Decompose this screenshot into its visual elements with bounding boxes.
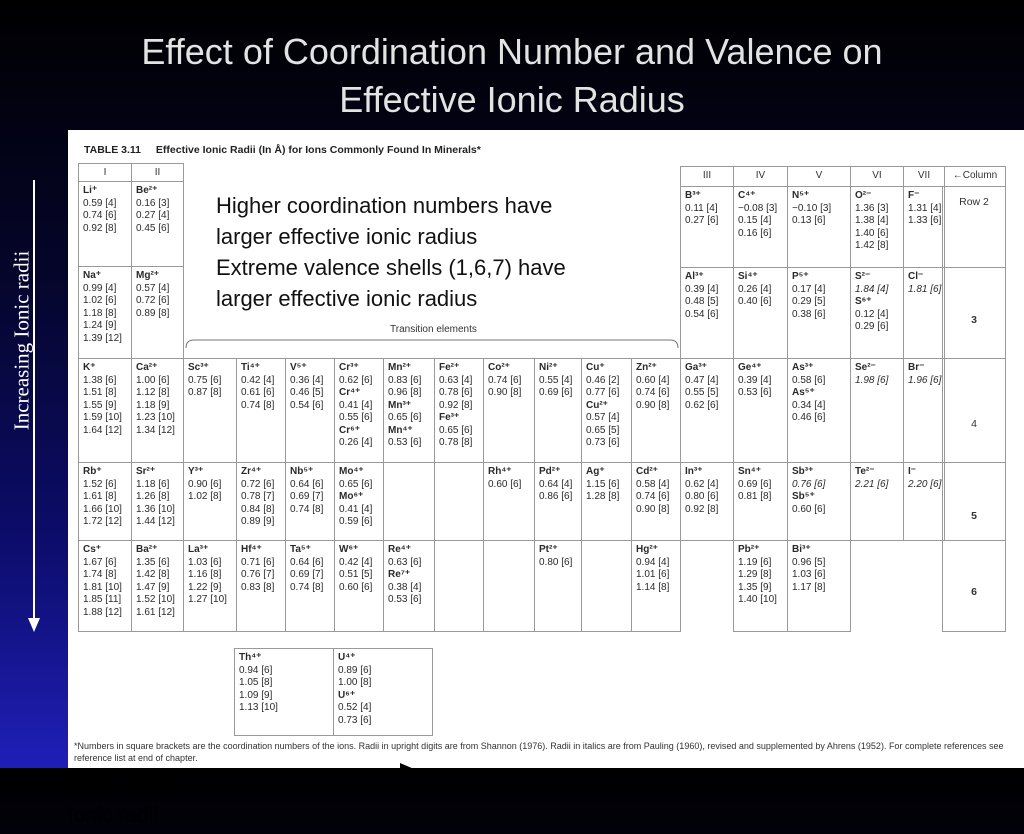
- table-number: TABLE 3.11: [84, 144, 141, 156]
- ion-cell-o: O²⁻ 1.36 [3] 1.38 [4] 1.40 [6] 1.42 [8]: [850, 186, 904, 268]
- row-label-cell-3: [942, 267, 1006, 359]
- empty-cell-au: [581, 540, 632, 632]
- column-header-7: VII: [903, 166, 945, 187]
- row-label-5: 5: [971, 510, 977, 522]
- ion-cell-sn: Sn⁴⁺ 0.69 [6] 0.81 [8]: [733, 462, 788, 541]
- ion-cell-ag: Ag⁺ 1.15 [6] 1.28 [8]: [581, 462, 632, 541]
- ion-cell-si: Si⁴⁺ 0.26 [4] 0.40 [6]: [733, 267, 788, 359]
- ion-cell-v: V⁵⁺ 0.36 [4] 0.46 [5] 0.54 [6]: [285, 358, 335, 463]
- ion-cell-al: Al³⁺ 0.39 [4] 0.48 [5] 0.54 [6]: [680, 267, 734, 359]
- table-footnote: *Numbers in square brackets are the coordination numbers of the ions. Radii in upright digits are from Shannon (1976). Radii in italics are from Pauling (1960), revised and supplemented by Ahrens (1952). For complete references see reference list at end of chapter.: [74, 741, 1004, 763]
- ion-cell-te: Te²⁻ 2.21 [6]: [850, 462, 904, 541]
- row-label-2: Row 2: [959, 196, 989, 208]
- decreasing-radii-label: [68, 772, 218, 834]
- row-label-4: 4: [971, 418, 977, 430]
- table-caption: [84, 144, 481, 156]
- slide-title-line-2: Effective Ionic Radius: [339, 79, 685, 120]
- ion-cell-u: U⁴⁺ 0.89 [6] 1.00 [8] U⁶⁺ 0.52 [4] 0.73 [6]: [333, 648, 433, 736]
- ion-cell-ta: Ta⁵⁺ 0.64 [6] 0.69 [7] 0.74 [8]: [285, 540, 335, 632]
- ion-cell-in: In³⁺ 0.62 [4] 0.80 [6] 0.92 [8]: [680, 462, 734, 541]
- transition-bracket-icon: [184, 336, 680, 350]
- ion-cell-sr: Sr²⁺ 1.18 [6] 1.26 [8] 1.36 [10] 1.44 [12]: [131, 462, 184, 541]
- decreasing-radii-label-line-2: Ionic radii: [68, 804, 158, 827]
- row-label-6: 6: [971, 586, 977, 598]
- empty-cell-os: [434, 540, 484, 632]
- column-header-4: IV: [733, 166, 788, 187]
- ion-cell-be: Be²⁺ 0.16 [3] 0.27 [4] 0.45 [6]: [131, 181, 184, 267]
- ion-cell-f: F⁻ 1.31 [4] 1.33 [6]: [903, 186, 945, 268]
- column-header-label: ←Column: [944, 166, 1006, 187]
- ion-cell-nb: Nb⁵⁺ 0.64 [6] 0.69 [7] 0.74 [8]: [285, 462, 335, 541]
- table-caption-text: Effective Ionic Radii (In Å) for Ions Commonly Found In Minerals*: [155, 144, 481, 156]
- column-header-3: III: [680, 166, 734, 187]
- ion-cell-th: Th⁴⁺ 0.94 [6] 1.05 [8] 1.09 [9] 1.13 [10]: [234, 648, 334, 736]
- increasing-radii-label-text: Increasing Ionic radii: [9, 250, 34, 431]
- ion-cell-c: C⁴⁺ −0.08 [3] 0.15 [4] 0.16 [6]: [733, 186, 788, 268]
- row-label-cell-4: [942, 358, 1006, 463]
- ion-cell-hg: Hg²⁺ 0.94 [4] 1.01 [6] 1.14 [8]: [631, 540, 681, 632]
- ion-cell-cu: Cu⁺ 0.46 [2] 0.77 [6] Cu²⁺ 0.57 [4] 0.65 [5] 0.73 [6]: [581, 358, 632, 463]
- decreasing-radii-label-line-1: Decreasing: [68, 775, 175, 798]
- down-arrow-icon: [26, 180, 42, 634]
- ion-cell-cr: Cr³⁺ 0.62 [6] Cr⁴⁺ 0.41 [4] 0.55 [6] Cr⁶⁺ 0.26 [4]: [334, 358, 384, 463]
- ion-cell-s: S²⁻ 1.84 [4] S⁶⁺ 0.12 [4] 0.29 [6]: [850, 267, 904, 359]
- table-panel: [68, 130, 1024, 827]
- ion-cell-sc: Sc³⁺ 0.75 [6] 0.87 [8]: [183, 358, 237, 463]
- ion-cell-ba: Ba²⁺ 1.35 [6] 1.42 [8] 1.47 [9] 1.52 [10] 1.61 [12]: [131, 540, 184, 632]
- ion-cell-mg: Mg²⁺ 0.57 [4] 0.72 [6] 0.89 [8]: [131, 266, 184, 359]
- ion-cell-li: Li⁺ 0.59 [4] 0.74 [6] 0.92 [8]: [78, 181, 132, 267]
- ion-cell-la: La³⁺ 1.03 [6] 1.16 [8] 1.22 [9] 1.27 [10]: [183, 540, 237, 632]
- ion-cell-ga: Ga³⁺ 0.47 [4] 0.55 [5] 0.62 [6]: [680, 358, 734, 463]
- ion-cell-br: Br⁻ 1.96 [6]: [903, 358, 945, 463]
- ion-cell-rh: Rh⁴⁺ 0.60 [6]: [483, 462, 535, 541]
- row-label-3: 3: [971, 314, 977, 326]
- ion-cell-ti: Ti⁴⁺ 0.42 [4] 0.61 [6] 0.74 [8]: [236, 358, 286, 463]
- empty-cell-ru: [434, 462, 484, 541]
- ion-cell-n: N⁵⁺ −0.10 [3] 0.13 [6]: [787, 186, 851, 268]
- callout-line-2: larger effective ionic radius: [216, 224, 478, 249]
- callout-text: [216, 190, 686, 314]
- row-label-cell-5: [942, 462, 1006, 541]
- slide-title-line-1: Effect of Coordination Number and Valence on: [141, 31, 883, 72]
- column-header-6: VI: [850, 166, 904, 187]
- transition-elements-label: Transition elements: [390, 324, 477, 335]
- ion-cell-re: Re⁴⁺ 0.63 [6] Re⁷⁺ 0.38 [4] 0.53 [6]: [383, 540, 435, 632]
- row-label-cell-6: [942, 540, 1006, 632]
- ion-cell-p: P⁵⁺ 0.17 [4] 0.29 [5] 0.38 [6]: [787, 267, 851, 359]
- callout-line-3: Extreme valence shells (1,6,7) have: [216, 255, 566, 280]
- ion-cell-hf: Hf⁴⁺ 0.71 [6] 0.76 [7] 0.83 [8]: [236, 540, 286, 632]
- ion-cell-ge: Ge⁴⁺ 0.39 [4] 0.53 [6]: [733, 358, 788, 463]
- ion-cell-mn: Mn²⁺ 0.83 [6] 0.96 [8] Mn³⁺ 0.65 [6] Mn⁴⁺ 0.53 [6]: [383, 358, 435, 463]
- ion-cell-co: Co²⁺ 0.74 [6] 0.90 [8]: [483, 358, 535, 463]
- ion-cell-b: B³⁺ 0.11 [4] 0.27 [6]: [680, 186, 734, 268]
- ion-cell-fe: Fe²⁺ 0.63 [4] 0.78 [6] 0.92 [8] Fe³⁺ 0.65 [6] 0.78 [8]: [434, 358, 484, 463]
- ion-cell-rb: Rb⁺ 1.52 [6] 1.61 [8] 1.66 [10] 1.72 [12]: [78, 462, 132, 541]
- ion-cell-pt: Pt²⁺ 0.80 [6]: [534, 540, 582, 632]
- ion-cell-pd: Pd²⁺ 0.64 [4] 0.86 [6]: [534, 462, 582, 541]
- ion-cell-as: As³⁺ 0.58 [6] As⁵⁺ 0.34 [4] 0.46 [6]: [787, 358, 851, 463]
- ion-cell-cs: Cs⁺ 1.67 [6] 1.74 [8] 1.81 [10] 1.85 [11] 1.88 [12]: [78, 540, 132, 632]
- row-label-cell-2: [942, 186, 1006, 268]
- ion-cell-mo: Mo⁴⁺ 0.65 [6] Mo⁶⁺ 0.41 [4] 0.59 [6]: [334, 462, 384, 541]
- ion-cell-bi: Bi³⁺ 0.96 [5] 1.03 [6] 1.17 [8]: [787, 540, 851, 632]
- ion-cell-cl: Cl⁻ 1.81 [6]: [903, 267, 945, 359]
- ion-cell-i: I⁻ 2.20 [6]: [903, 462, 945, 541]
- ion-cell-w: W⁶⁺ 0.42 [4] 0.51 [5] 0.60 [6]: [334, 540, 384, 632]
- callout-line-4: larger effective ionic radius: [216, 286, 478, 311]
- empty-cell-ir: [483, 540, 535, 632]
- slide-title: [0, 28, 1024, 124]
- ion-cell-ni: Ni²⁺ 0.55 [4] 0.69 [6]: [534, 358, 582, 463]
- column-header-1: I: [78, 163, 132, 182]
- ion-cell-cd: Cd²⁺ 0.58 [4] 0.74 [6] 0.90 [8]: [631, 462, 681, 541]
- empty-cell-tc: [383, 462, 435, 541]
- column-header-2: II: [131, 163, 184, 182]
- ion-cell-k: K⁺ 1.38 [6] 1.51 [8] 1.55 [9] 1.59 [10] 1.64 [12]: [78, 358, 132, 463]
- ion-cell-zr: Zr⁴⁺ 0.72 [6] 0.78 [7] 0.84 [8] 0.89 [9]: [236, 462, 286, 541]
- ion-cell-pb: Pb²⁺ 1.19 [6] 1.29 [8] 1.35 [9] 1.40 [10]: [733, 540, 788, 632]
- ion-cell-zn: Zn²⁺ 0.60 [4] 0.74 [6] 0.90 [8]: [631, 358, 681, 463]
- ion-cell-na: Na⁺ 0.99 [4] 1.02 [6] 1.18 [8] 1.24 [9] 1.39 [12]: [78, 266, 132, 359]
- ion-symbol: Li⁺: [83, 185, 98, 196]
- ion-cell-y: Y³⁺ 0.90 [6] 1.02 [8]: [183, 462, 237, 541]
- ion-cell-sb: Sb³⁺ 0.76 [6] Sb⁵⁺ 0.60 [6]: [787, 462, 851, 541]
- ion-cell-ca: Ca²⁺ 1.00 [6] 1.12 [8] 1.18 [9] 1.23 [10] 1.34 [12]: [131, 358, 184, 463]
- column-header-5: V: [787, 166, 851, 187]
- ion-cell-se: Se²⁻ 1.98 [6]: [850, 358, 904, 463]
- callout-line-1: Higher coordination numbers have: [216, 193, 553, 218]
